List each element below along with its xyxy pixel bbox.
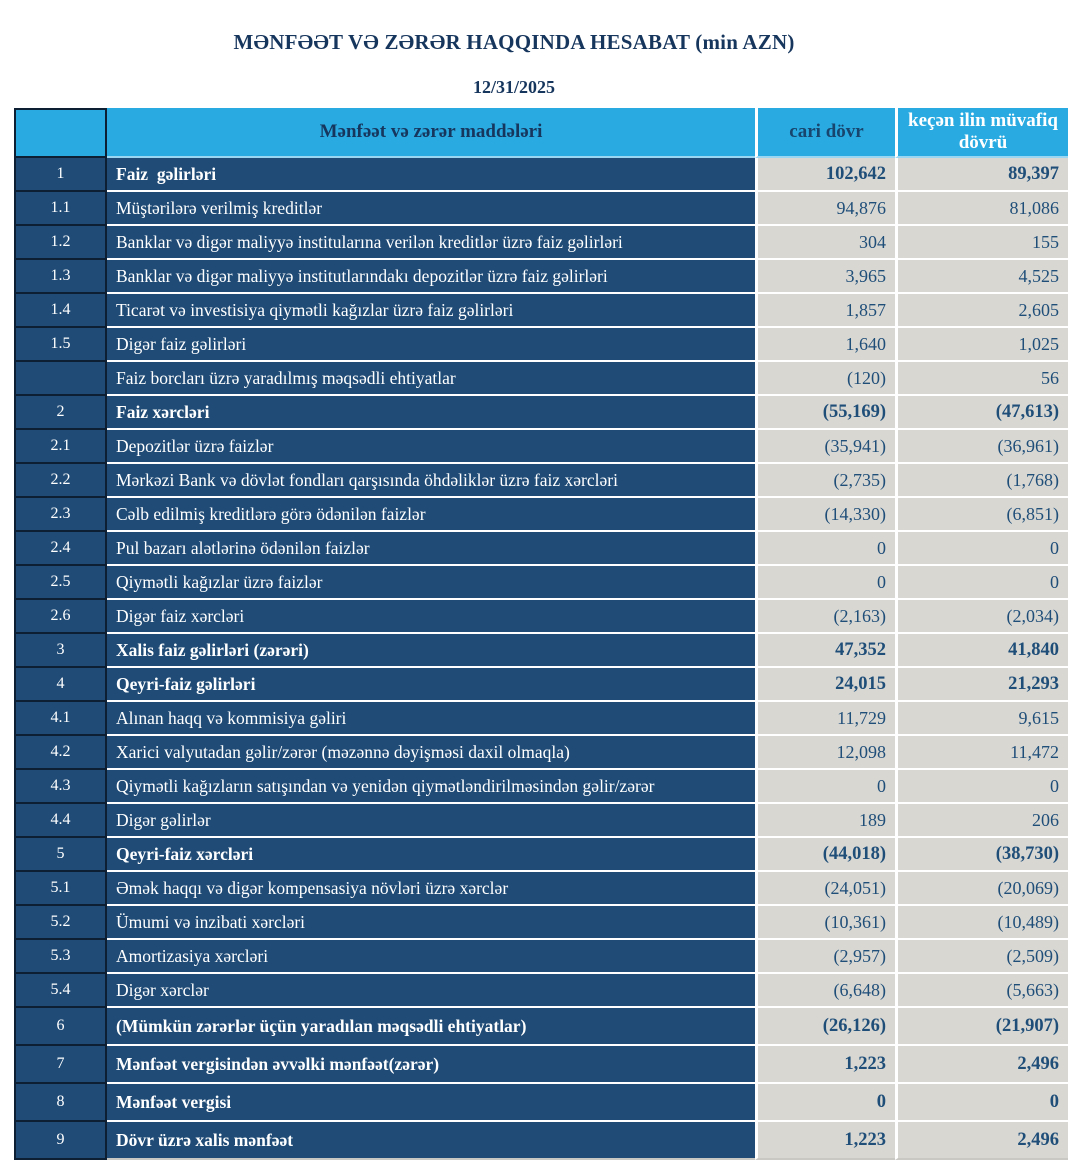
table-row	[14, 328, 1067, 362]
row-label-cell: Qiymətli kağızlar üzrə faizlər	[107, 566, 755, 600]
row-previous-value: 89,397	[895, 158, 1068, 192]
row-number-cell: 9	[14, 1122, 107, 1160]
header-cell-number	[14, 108, 107, 158]
table-row	[14, 158, 1067, 192]
row-previous-value: 0	[895, 566, 1068, 600]
row-label-cell: Amortizasiya xərcləri	[107, 940, 755, 974]
row-number-cell: 1.5	[14, 328, 107, 362]
row-number-cell: 1	[14, 158, 107, 192]
row-number-cell: 6	[14, 1008, 107, 1046]
report-header	[14, 30, 1014, 98]
row-number-cell: 4.2	[14, 736, 107, 770]
table-row	[14, 668, 1067, 702]
row-previous-value: 2,496	[895, 1122, 1068, 1160]
row-current-value: 94,876	[755, 192, 895, 226]
row-label-cell: Qiymətli kağızların satışından və yenidən qiymətləndirilməsindən gəlir/zərər	[107, 770, 755, 804]
row-current-value: (44,018)	[755, 838, 895, 872]
row-previous-value: (47,613)	[895, 396, 1068, 430]
header-cell-items: Mənfəət və zərər maddələri	[107, 108, 755, 158]
row-previous-value: 2,605	[895, 294, 1068, 328]
row-previous-value: (6,851)	[895, 498, 1068, 532]
row-previous-value: (2,509)	[895, 940, 1068, 974]
row-label-cell: Digər gəlirlər	[107, 804, 755, 838]
row-label-cell: Depozitlər üzrə faizlər	[107, 430, 755, 464]
row-current-value: (6,648)	[755, 974, 895, 1008]
row-current-value: (14,330)	[755, 498, 895, 532]
table-row	[14, 294, 1067, 328]
row-label-cell: Banklar və digər maliyyə institutlarındakı depozitlər üzrə faiz gəlirləri	[107, 260, 755, 294]
row-previous-value: 11,472	[895, 736, 1068, 770]
row-label-cell: Faiz xərcləri	[107, 396, 755, 430]
table-row	[14, 464, 1067, 498]
header-cell-current-period: cari dövr	[755, 108, 895, 158]
row-number-cell: 4.4	[14, 804, 107, 838]
row-previous-value: 0	[895, 1084, 1068, 1122]
row-current-value: 0	[755, 566, 895, 600]
row-number-cell: 4	[14, 668, 107, 702]
row-label-cell: (Mümkün zərərlər üçün yaradılan məqsədli ehtiyatlar)	[107, 1008, 755, 1046]
row-previous-value: 9,615	[895, 702, 1068, 736]
row-current-value: 1,640	[755, 328, 895, 362]
profit-loss-table	[14, 108, 1068, 1160]
row-previous-value: (5,663)	[895, 974, 1068, 1008]
row-number-cell: 2.6	[14, 600, 107, 634]
row-number-cell	[14, 362, 107, 396]
table-row	[14, 1008, 1067, 1046]
row-current-value: (2,957)	[755, 940, 895, 974]
row-label-cell: Digər faiz gəlirləri	[107, 328, 755, 362]
row-label-cell: Mənfəət vergisi	[107, 1084, 755, 1122]
row-label-cell: Cəlb edilmiş kreditlərə görə ödənilən faizlər	[107, 498, 755, 532]
table-row	[14, 736, 1067, 770]
table-row	[14, 940, 1067, 974]
row-number-cell: 2.3	[14, 498, 107, 532]
page-title: MƏNFƏƏT VƏ ZƏRƏR HAQQINDA HESABAT (min AZN)	[233, 30, 795, 54]
row-current-value: 1,857	[755, 294, 895, 328]
table-row	[14, 226, 1067, 260]
row-label-cell: Alınan haqq və kommisiya gəliri	[107, 702, 755, 736]
row-label-cell: Ümumi və inzibati xərcləri	[107, 906, 755, 940]
row-previous-value: 2,496	[895, 1046, 1068, 1084]
table-row	[14, 1122, 1067, 1160]
table-row	[14, 872, 1067, 906]
row-current-value: (55,169)	[755, 396, 895, 430]
row-number-cell: 8	[14, 1084, 107, 1122]
row-label-cell: Digər xərclər	[107, 974, 755, 1008]
row-current-value: 1,223	[755, 1046, 895, 1084]
table-row	[14, 396, 1067, 430]
table-row	[14, 260, 1067, 294]
row-number-cell: 7	[14, 1046, 107, 1084]
row-label-cell: Digər faiz xərcləri	[107, 600, 755, 634]
row-current-value: 0	[755, 1084, 895, 1122]
row-label-cell: Xarici valyutadan gəlir/zərər (məzənnə dəyişməsi daxil olmaqla)	[107, 736, 755, 770]
row-previous-value: 4,525	[895, 260, 1068, 294]
row-current-value: 189	[755, 804, 895, 838]
row-previous-value: (2,034)	[895, 600, 1068, 634]
row-current-value: 3,965	[755, 260, 895, 294]
table-row	[14, 362, 1067, 396]
row-label-cell: Ticarət və investisiya qiymətli kağızlar üzrə faiz gəlirləri	[107, 294, 755, 328]
row-number-cell: 5.4	[14, 974, 107, 1008]
row-label-cell: Banklar və digər maliyyə institularına verilən kreditlər üzrə faiz gəlirləri	[107, 226, 755, 260]
row-current-value: 0	[755, 532, 895, 566]
table-row	[14, 838, 1067, 872]
row-previous-value: (10,489)	[895, 906, 1068, 940]
row-previous-value: 206	[895, 804, 1068, 838]
table-row	[14, 906, 1067, 940]
row-label-cell: Qeyri-faiz xərcləri	[107, 838, 755, 872]
row-number-cell: 1.3	[14, 260, 107, 294]
row-current-value: (120)	[755, 362, 895, 396]
row-previous-value: 155	[895, 226, 1068, 260]
row-previous-value: (36,961)	[895, 430, 1068, 464]
row-number-cell: 1.4	[14, 294, 107, 328]
row-number-cell: 4.1	[14, 702, 107, 736]
row-number-cell: 3	[14, 634, 107, 668]
row-previous-value: 0	[895, 770, 1068, 804]
row-current-value: (2,163)	[755, 600, 895, 634]
row-label-cell: Pul bazarı alətlərinə ödənilən faizlər	[107, 532, 755, 566]
row-label-cell: Əmək haqqı və digər kompensasiya növləri üzrə xərclər	[107, 872, 755, 906]
table-row	[14, 498, 1067, 532]
table-row	[14, 566, 1067, 600]
row-label-cell: Xalis faiz gəlirləri (zərəri)	[107, 634, 755, 668]
row-number-cell: 5	[14, 838, 107, 872]
row-current-value: 0	[755, 770, 895, 804]
row-label-cell: Mərkəzi Bank və dövlət fondları qarşısında öhdəliklər üzrə faiz xərcləri	[107, 464, 755, 498]
table-header-row	[14, 108, 1067, 158]
row-label-cell: Mənfəət vergisindən əvvəlki mənfəət(zərər)	[107, 1046, 755, 1084]
row-label-cell: Qeyri-faiz gəlirləri	[107, 668, 755, 702]
row-number-cell: 5.2	[14, 906, 107, 940]
row-label-cell: Dövr üzrə xalis mənfəət	[107, 1122, 755, 1160]
table-row	[14, 1046, 1067, 1084]
header-cell-previous-period: keçən ilin müvafiq dövrü	[895, 108, 1068, 158]
row-number-cell: 5.1	[14, 872, 107, 906]
row-number-cell: 2	[14, 396, 107, 430]
row-previous-value: 56	[895, 362, 1068, 396]
row-number-cell: 2.4	[14, 532, 107, 566]
row-label-cell: Müştərilərə verilmiş kreditlər	[107, 192, 755, 226]
table-row	[14, 192, 1067, 226]
row-number-cell: 1.2	[14, 226, 107, 260]
row-current-value: 102,642	[755, 158, 895, 192]
row-current-value: 24,015	[755, 668, 895, 702]
row-current-value: 12,098	[755, 736, 895, 770]
row-number-cell: 2.5	[14, 566, 107, 600]
row-number-cell: 4.3	[14, 770, 107, 804]
table-row	[14, 1084, 1067, 1122]
row-label-cell: Faiz gəlirləri	[107, 158, 755, 192]
table-row	[14, 702, 1067, 736]
row-number-cell: 2.2	[14, 464, 107, 498]
row-previous-value: 1,025	[895, 328, 1068, 362]
row-current-value: (24,051)	[755, 872, 895, 906]
table-row	[14, 600, 1067, 634]
row-current-value: (2,735)	[755, 464, 895, 498]
row-current-value: (10,361)	[755, 906, 895, 940]
table-row	[14, 634, 1067, 668]
table-row	[14, 804, 1067, 838]
row-previous-value: (38,730)	[895, 838, 1068, 872]
row-current-value: 11,729	[755, 702, 895, 736]
table-row	[14, 974, 1067, 1008]
row-current-value: (26,126)	[755, 1008, 895, 1046]
row-number-cell: 2.1	[14, 430, 107, 464]
row-number-cell: 1.1	[14, 192, 107, 226]
table-row	[14, 770, 1067, 804]
row-previous-value: 0	[895, 532, 1068, 566]
report-date: 12/31/2025	[472, 77, 555, 97]
row-previous-value: (20,069)	[895, 872, 1068, 906]
row-previous-value: 21,293	[895, 668, 1068, 702]
row-current-value: 304	[755, 226, 895, 260]
row-previous-value: 41,840	[895, 634, 1068, 668]
row-current-value: (35,941)	[755, 430, 895, 464]
row-number-cell: 5.3	[14, 940, 107, 974]
row-previous-value: (21,907)	[895, 1008, 1068, 1046]
row-current-value: 1,223	[755, 1122, 895, 1160]
table-row	[14, 532, 1067, 566]
row-previous-value: (1,768)	[895, 464, 1068, 498]
table-row	[14, 430, 1067, 464]
row-previous-value: 81,086	[895, 192, 1068, 226]
row-label-cell: Faiz borcları üzrə yaradılmış məqsədli ehtiyatlar	[107, 362, 755, 396]
row-current-value: 47,352	[755, 634, 895, 668]
